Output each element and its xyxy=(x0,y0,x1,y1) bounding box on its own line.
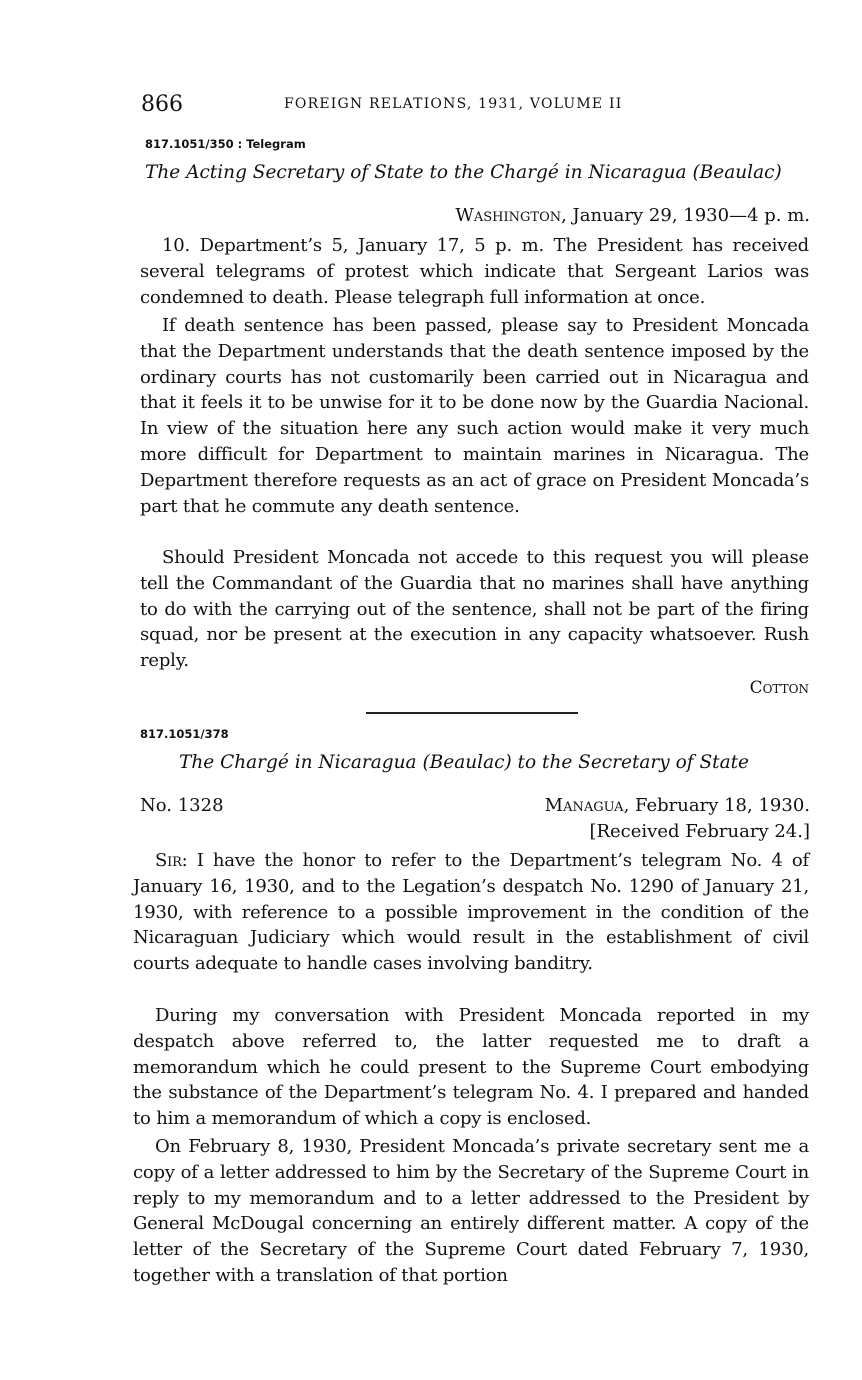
paragraph: Should President Moncada not accede to this request you will please tell the Commandant of the Guardia that no marines shall have anything to do with the carrying out of the sentence, shall not be part of the firing squad, nor be present at the execution in any capacity whatsoever. Rush reply. xyxy=(140,547,809,672)
received-date: [Received February 24.] xyxy=(589,821,810,842)
signature: Cotton xyxy=(749,678,809,698)
salutation: Sir xyxy=(155,850,182,871)
document-title: The Acting Secretary of State to the Chargé in Nicaragua (Beaulac) xyxy=(145,162,782,183)
dateline-place: Washington xyxy=(455,205,562,226)
document-title: The Chargé in Nicaragua (Beaulac) to the Secretary of State xyxy=(179,752,749,773)
paragraph: During my conversation with President Moncada reported in my despatch above referred to, the latter requested me to draft a memorandum which he could present to the Supreme Court embodying the substance of the Department’s telegram No. 4. I prepared and handed to him a memorandum of which a copy is enclosed. xyxy=(133,1005,809,1130)
paragraph: On February 8, 1930, President Moncada’s private secretary sent me a copy of a letter addressed to him by the Secretary of the Supreme Court in reply to my memorandum and to a letter addressed to the President by General McDougal concerning an entirely different matter. A copy of the letter of the Secretary of the Supreme Court dated February 7, 1930, together with a translation of that portion xyxy=(133,1136,809,1286)
dateline xyxy=(545,795,810,816)
dateline-date: , January 29, 1930—4 p. m. xyxy=(561,205,810,226)
page-number: 866 xyxy=(141,92,183,117)
running-title: FOREIGN RELATIONS, 1931, VOLUME II xyxy=(284,96,623,112)
paragraph-text: : I have the honor to refer to the Department’s telegram No. 4 of January 16, 1930, and to the Legation’s despatch No. 1290 of January 21, 1930, with reference to a possible improvement in the condition of the Nicaraguan Judiciary which would result in the establishment of civil courts adequate to handle cases involving banditry. xyxy=(133,850,809,975)
dateline-place: Managua xyxy=(544,795,624,816)
despatch-number: No. 1328 xyxy=(140,795,224,816)
dateline-date: , February 18, 1930. xyxy=(623,795,810,816)
paragraph xyxy=(133,848,809,977)
paragraph: If death sentence has been passed, please say to President Moncada that the Department understands that the death sentence imposed by the ordinary courts has not customarily been carried out in Nicaragua and that it feels it to be unwise for it to be done now by the Guardia Nacional. In view of the situation here any such action would make it very much more difficult for Department to maintain marines in Nicaragua. The Department therefore requests as an act of grace on President Moncada’s part that he commute any death sentence. xyxy=(140,315,809,517)
paragraph: 10. Department’s 5, January 17, 5 p. m. The President has received several telegrams of protest which indicate that Sergeant Larios was condemned to death. Please telegraph full information at once. xyxy=(140,235,809,308)
page-header xyxy=(141,92,811,122)
file-reference: 817.1051/378 xyxy=(140,727,229,741)
dateline xyxy=(455,205,810,226)
file-reference: 817.1051/350 : Telegram xyxy=(145,137,306,151)
section-divider xyxy=(366,712,578,714)
